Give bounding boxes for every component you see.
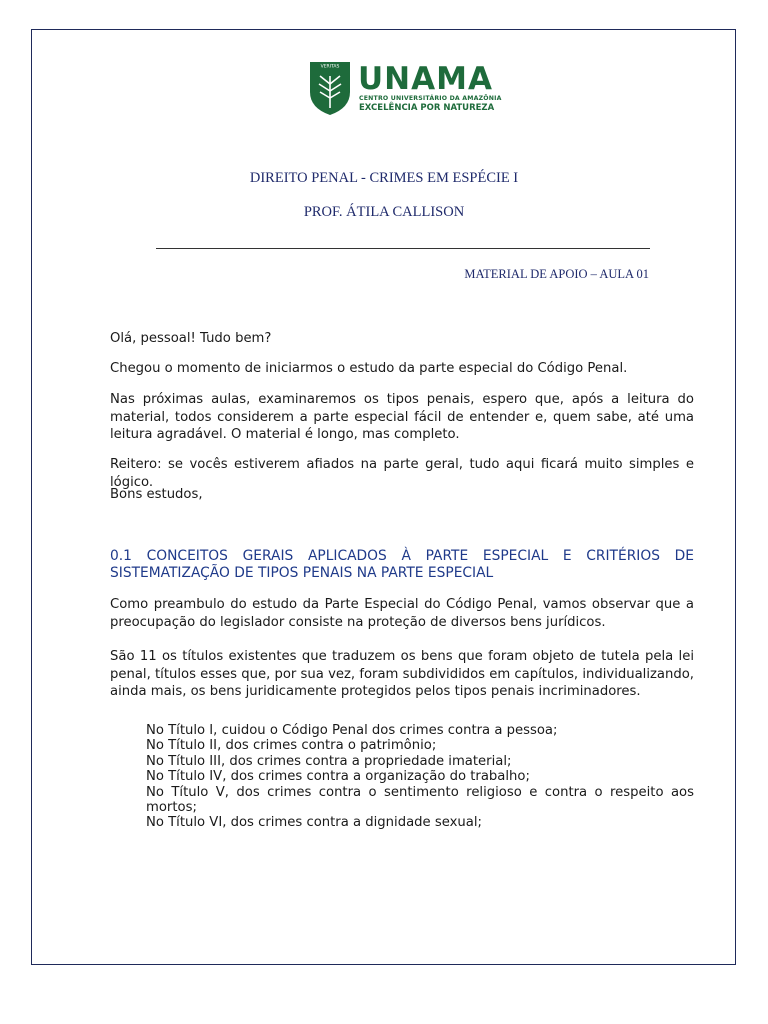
intro-greeting: Olá, pessoal! Tudo bem? [110,331,272,346]
list-item: No Título III, dos crimes contra a propriedade imaterial; [146,753,512,769]
course-title: DIREITO PENAL - CRIMES EM ESPÉCIE I [249,170,519,186]
brand-name: UNAMA [358,61,493,97]
list-item: No Título IV, dos crimes contra a organização do trabalho; [146,769,530,785]
intro-signoff: Bons estudos, [110,487,203,502]
intro-paragraph: Nas próximas aulas, examinaremos os tipos penais, espero que, após a leitura do material, todos considerem a parte especial fácil de entender e, quem sabe, até uma leitura agradável. O material é longo, mas completo. [110,392,694,442]
shield-logo-icon [308,62,352,116]
titles-list [146,723,694,831]
section-heading: 0.1 CONCEITOS GERAIS APLICADOS À PARTE ESPECIAL E CRITÉRIOS DE SISTEMATIZAÇÃO DE TIPOS PENAIS NA PARTE ESPECIAL [110,548,694,581]
list-item: No Título II, dos crimes contra o patrimônio; [146,738,437,754]
list-item: No Título V, dos crimes contra o sentimento religioso e contra o respeito aos mortos; [146,784,694,816]
list-item: No Título I, cuidou o Código Penal dos crimes contra a pessoa; [146,723,558,738]
brand-subtitle: CENTRO UNIVERSITÁRIO DA AMAZÔNIA [359,95,502,102]
section-paragraph: Como preambulo do estudo da Parte Especial do Código Penal, vamos observar que a preocupação do legislador consiste na proteção de diversos bens jurídicos. [110,597,694,630]
divider [156,248,650,249]
unama-logo [308,62,508,118]
section-paragraph: São 11 os títulos existentes que traduzem os bens que foram objeto de tutela pela lei penal, títulos esses que, por sua vez, foram subdivididos em capítulos, individualizando, ainda mais, os bens juridicamente protegidos pelos tipos penais incriminadores. [110,649,694,699]
material-label: MATERIAL DE APOIO – AULA 01 [464,267,649,281]
list-item: No Título VI, dos crimes contra a dignidade sexual; [146,815,482,831]
professor-name: PROF. ÁTILA CALLISON [303,204,465,220]
intro-paragraph: Chegou o momento de iniciarmos o estudo da parte especial do Código Penal. [110,361,628,376]
seal-text: VERITAS [320,64,340,70]
brand-slogan: EXCELÊNCIA POR NATUREZA [359,103,495,113]
intro-paragraph: Reiterо: se vocês estiverem afiados na parte geral, tudo aqui ficará muito simples e lógico. [110,457,694,490]
